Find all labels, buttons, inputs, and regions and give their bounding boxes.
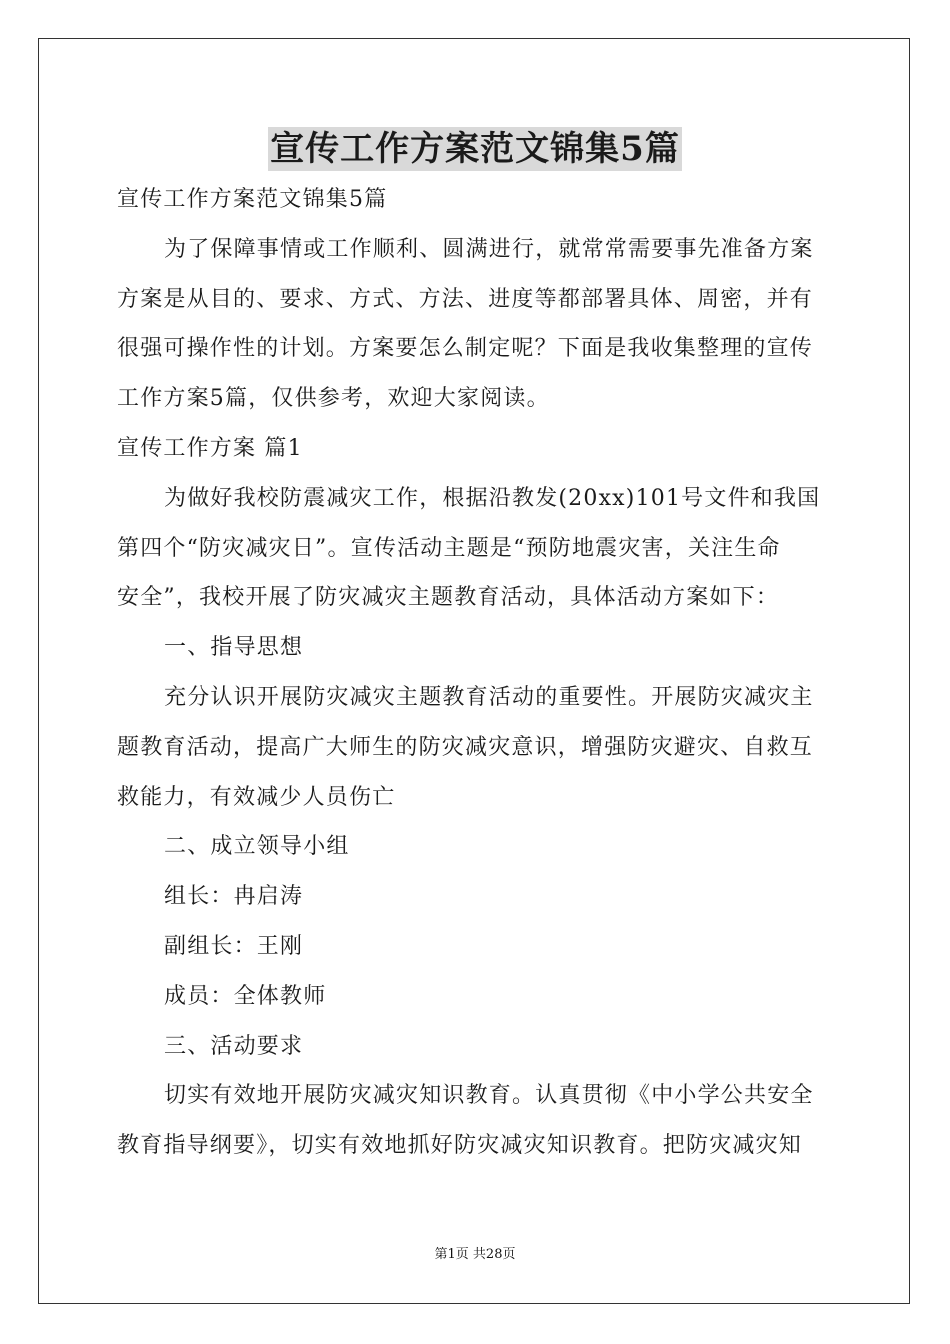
document-subtitle: 宣传工作方案范文锦集5篇 [117,187,388,212]
leader-line: 组长：冉启涛 [164,884,304,910]
intro-line: 为了保障事情或工作顺利、圆满进行，就常常需要事先准备方案 [164,236,814,262]
document-title-wrapper [0,127,950,177]
paragraph-line: 教育指导纲要》，切实有效地抓好防灾减灾知识教育。把防灾减灾知 [117,1133,803,1159]
paragraph-line: 充分认识开展防灾减灾主题教育活动的重要性。开展防灾减灾主 [164,684,814,710]
intro-line: 很强可操作性的计划。方案要怎么制定呢？下面是我收集整理的宣传 [117,336,814,362]
paragraph-line: 为做好我校防震减灾工作，根据沿教发(20xx)101号文件和我国 [164,485,821,511]
paragraph-line: 安全”，我校开展了防灾减灾主题教育活动，具体活动方案如下： [117,585,780,611]
heading-activity-requirements: 三、活动要求 [164,1033,304,1059]
paragraph-line: 第四个“防灾减灾日”。宣传活动主题是“预防地震灾害，关注生命 [117,535,781,561]
document-body [117,175,833,1171]
page-number: 第1页 共28页 [434,1247,516,1262]
heading-leadership-group: 二、成立领导小组 [164,834,350,860]
members-line: 成员：全体教师 [164,983,327,1009]
intro-line: 方案是从目的、要求、方式、方法、进度等都部署具体、周密，并有 [117,286,814,312]
section-heading: 宣传工作方案 篇1 [117,435,303,461]
intro-line: 工作方案5篇，仅供参考，欢迎大家阅读。 [117,386,550,412]
paragraph-line: 救能力，有效减少人员伤亡 [117,784,396,810]
paragraph-line: 题教育活动，提高广大师生的防灾减灾意识，增强防灾避灾、自救互 [117,734,814,760]
vice-leader-line: 副组长：王刚 [164,933,304,959]
document-title: 宣传工作方案范文锦集5篇 [270,129,680,169]
heading-guiding-ideology: 一、指导思想 [164,635,304,661]
paragraph-line: 切实有效地开展防灾减灾知识教育。认真贯彻《中小学公共安全 [164,1083,814,1109]
